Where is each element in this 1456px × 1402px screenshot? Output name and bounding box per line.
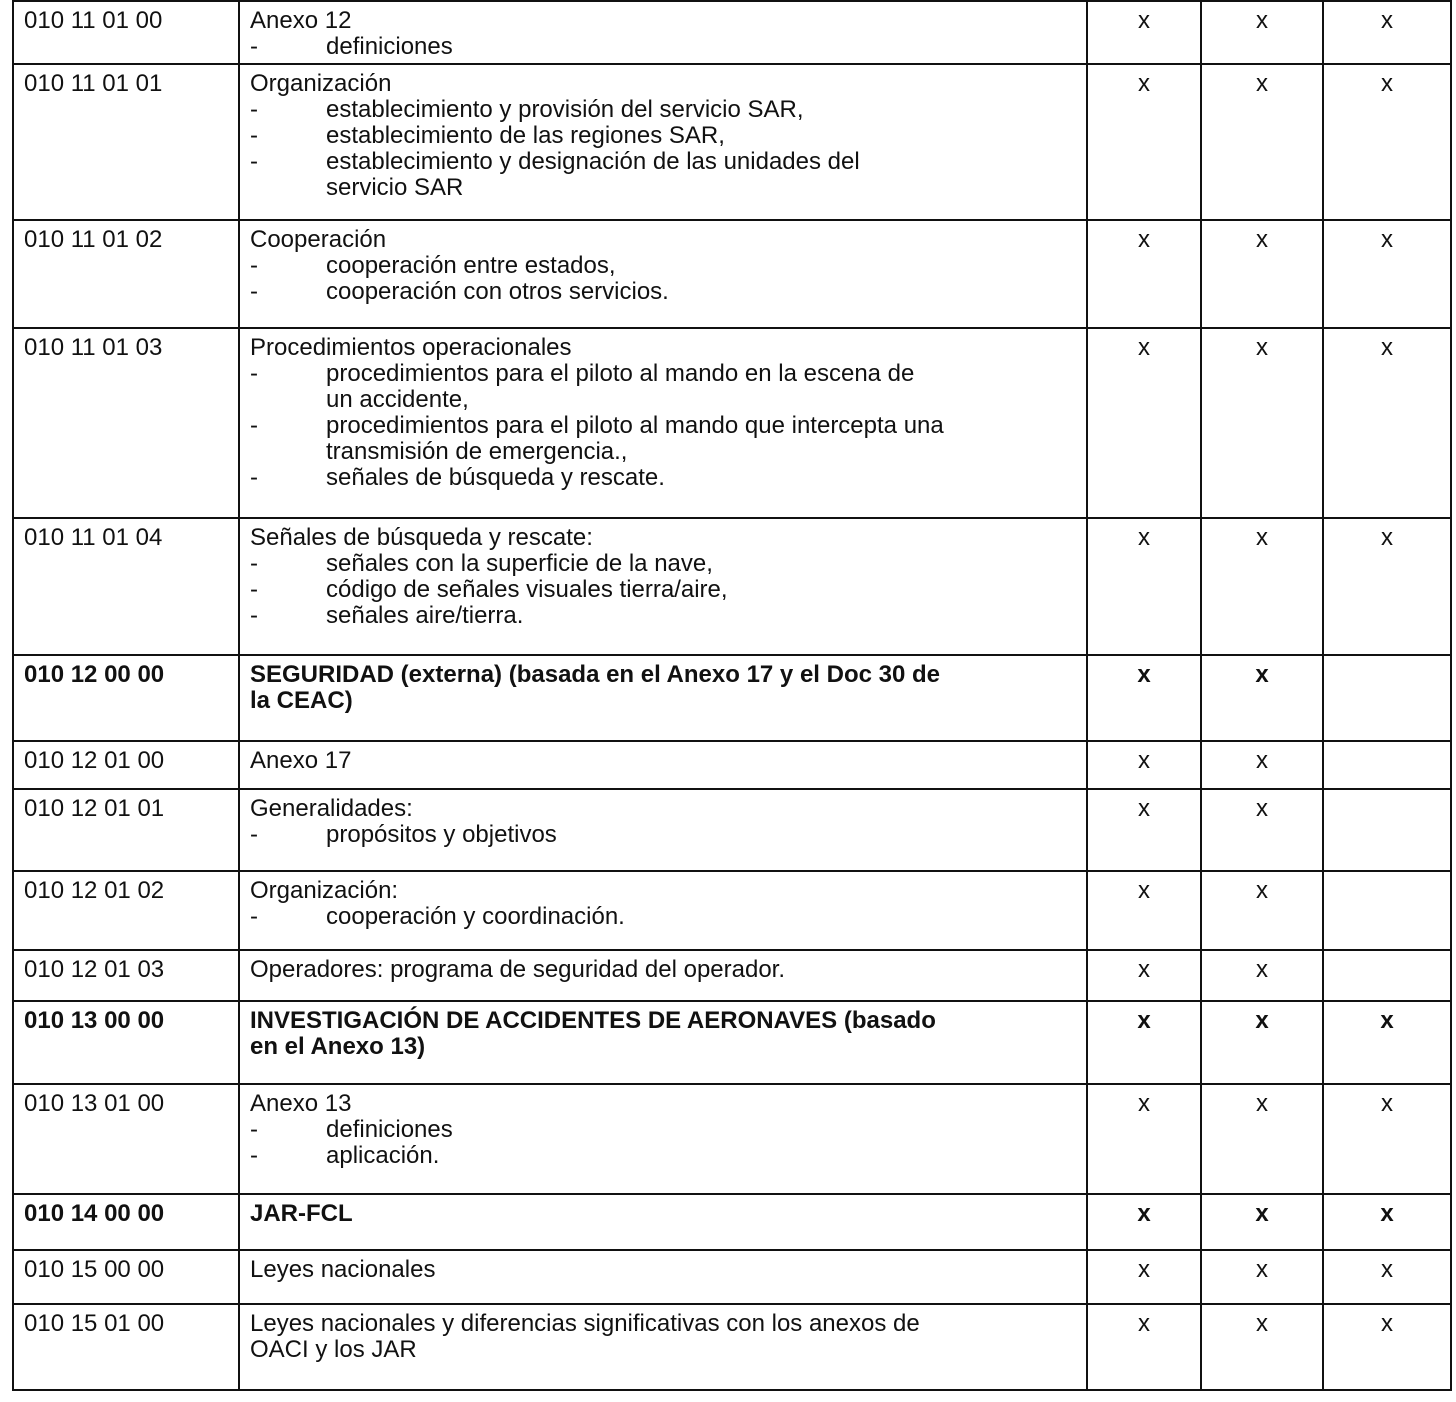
sub-item [250, 361, 1076, 387]
row-description [239, 64, 1087, 220]
sub-item-text: definiciones [326, 33, 453, 60]
description-line: SEGURIDAD (externa) (basada en el Anexo 17 y el Doc 30 de [250, 661, 941, 688]
row-code: 010 11 01 00 [13, 1, 239, 64]
table-row [13, 328, 1451, 518]
applicability-mark-2: x [1201, 220, 1323, 328]
dash-bullet: - [250, 33, 258, 60]
row-code: 010 13 00 00 [13, 1001, 239, 1084]
description-line: Señales de búsqueda y rescate: [250, 524, 593, 551]
dash-bullet: - [250, 412, 258, 439]
dash-bullet: - [250, 903, 258, 930]
applicability-mark-1: x [1087, 741, 1201, 789]
sub-item [250, 904, 1076, 930]
sub-item [250, 123, 1076, 149]
row-code: 010 12 01 00 [13, 741, 239, 789]
row-code: 010 14 00 00 [13, 1194, 239, 1250]
applicability-mark-2: x [1201, 518, 1323, 655]
description-line: Generalidades: [250, 795, 413, 822]
description-line: Leyes nacionales [250, 1256, 436, 1283]
description-line: Cooperación [250, 226, 387, 253]
applicability-mark-3: x [1323, 1194, 1451, 1250]
row-code: 010 11 01 02 [13, 220, 239, 328]
sub-item [250, 34, 1076, 60]
dash-bullet: - [250, 1142, 258, 1169]
sub-item-text: procedimientos para el piloto al mando en la escena de [326, 360, 915, 387]
dash-bullet: - [250, 576, 258, 603]
applicability-mark-3: x [1323, 518, 1451, 655]
syllabus-table [12, 0, 1452, 1391]
dash-bullet: - [250, 1116, 258, 1143]
dash-bullet: - [250, 252, 258, 279]
applicability-mark-1: x [1087, 1084, 1201, 1194]
row-description [239, 789, 1087, 871]
applicability-mark-3: x [1323, 220, 1451, 328]
row-description [239, 1194, 1087, 1250]
row-description [239, 655, 1087, 741]
applicability-mark-3: x [1323, 328, 1451, 518]
applicability-mark-3: x [1323, 1250, 1451, 1304]
applicability-mark-3: x [1323, 1, 1451, 64]
sub-item-text: cooperación y coordinación. [326, 903, 625, 930]
applicability-mark-2: x [1201, 1194, 1323, 1250]
sub-item-text: señales aire/tierra. [326, 602, 524, 629]
row-code: 010 15 00 00 [13, 1250, 239, 1304]
table-row [13, 1194, 1451, 1250]
applicability-mark-2: x [1201, 1084, 1323, 1194]
applicability-mark-3 [1323, 871, 1451, 950]
sub-item [250, 97, 1076, 123]
sub-item-text: procedimientos para el piloto al mando que intercepta una [326, 412, 944, 439]
table-row [13, 1001, 1451, 1084]
description-line: OACI y los JAR [250, 1336, 417, 1363]
table-row [13, 789, 1451, 871]
sub-item [250, 822, 1076, 848]
row-description [239, 1, 1087, 64]
row-description [239, 741, 1087, 789]
applicability-mark-2: x [1201, 328, 1323, 518]
dash-bullet: - [250, 550, 258, 577]
description-line: Organización [250, 70, 392, 97]
applicability-mark-3: x [1323, 1304, 1451, 1390]
applicability-mark-2: x [1201, 1304, 1323, 1390]
description-line: INVESTIGACIÓN DE ACCIDENTES DE AERONAVES (basado [250, 1007, 936, 1034]
table-row [13, 1250, 1451, 1304]
sub-item [250, 1117, 1076, 1143]
row-code: 010 12 01 01 [13, 789, 239, 871]
table-row [13, 871, 1451, 950]
table-row [13, 1, 1451, 64]
row-description [239, 518, 1087, 655]
sub-item [250, 413, 1076, 439]
table-row [13, 950, 1451, 1001]
sub-item-text: establecimiento y provisión del servicio SAR, [326, 96, 804, 123]
row-description [239, 950, 1087, 1001]
applicability-mark-3: x [1323, 1084, 1451, 1194]
description-line: Anexo 12 [250, 7, 352, 34]
sub-item [250, 577, 1076, 603]
sub-item [250, 551, 1076, 577]
dash-bullet: - [250, 360, 258, 387]
applicability-mark-1: x [1087, 220, 1201, 328]
applicability-mark-2: x [1201, 789, 1323, 871]
applicability-mark-3 [1323, 789, 1451, 871]
applicability-mark-2: x [1201, 1001, 1323, 1084]
applicability-mark-2: x [1201, 950, 1323, 1001]
applicability-mark-3: x [1323, 1001, 1451, 1084]
row-description [239, 220, 1087, 328]
table-row [13, 518, 1451, 655]
applicability-mark-1: x [1087, 328, 1201, 518]
applicability-mark-1: x [1087, 950, 1201, 1001]
sub-item-text: definiciones [326, 1116, 453, 1143]
row-code: 010 11 01 04 [13, 518, 239, 655]
table-row [13, 741, 1451, 789]
applicability-mark-1: x [1087, 789, 1201, 871]
row-description [239, 1250, 1087, 1304]
sub-item [250, 465, 1076, 491]
row-description [239, 871, 1087, 950]
applicability-mark-1: x [1087, 1250, 1201, 1304]
row-description [239, 1084, 1087, 1194]
sub-item-text: señales de búsqueda y rescate. [326, 464, 665, 491]
applicability-mark-2: x [1201, 655, 1323, 741]
table-row [13, 1084, 1451, 1194]
row-description [239, 328, 1087, 518]
table-row [13, 64, 1451, 220]
dash-bullet: - [250, 821, 258, 848]
dash-bullet: - [250, 148, 258, 175]
applicability-mark-3 [1323, 655, 1451, 741]
applicability-mark-1: x [1087, 518, 1201, 655]
applicability-mark-2: x [1201, 741, 1323, 789]
applicability-mark-1: x [1087, 1194, 1201, 1250]
applicability-mark-3: x [1323, 64, 1451, 220]
description-line: Organización: [250, 877, 399, 904]
dash-bullet: - [250, 122, 258, 149]
applicability-mark-1: x [1087, 1304, 1201, 1390]
dash-bullet: - [250, 464, 258, 491]
table-row [13, 1304, 1451, 1390]
syllabus-table-body [13, 1, 1451, 1390]
applicability-mark-2: x [1201, 64, 1323, 220]
applicability-mark-1: x [1087, 655, 1201, 741]
sub-item-text: establecimiento y designación de las unidades del [326, 148, 860, 175]
description-line: Operadores: programa de seguridad del operador. [250, 956, 786, 983]
sub-item-text: señales con la superficie de la nave, [326, 550, 713, 577]
applicability-mark-3 [1323, 950, 1451, 1001]
applicability-mark-1: x [1087, 1, 1201, 64]
row-code: 010 15 01 00 [13, 1304, 239, 1390]
description-line: JAR-FCL [250, 1200, 353, 1227]
row-description [239, 1001, 1087, 1084]
sub-item-continuation: transmisión de emergencia., [326, 438, 628, 465]
sub-item [250, 149, 1076, 175]
applicability-mark-3 [1323, 741, 1451, 789]
sub-item-continuation: servicio SAR [326, 174, 464, 201]
row-code: 010 12 01 03 [13, 950, 239, 1001]
dash-bullet: - [250, 602, 258, 629]
description-line: Procedimientos operacionales [250, 334, 572, 361]
description-line: Anexo 13 [250, 1090, 352, 1117]
sub-item [250, 1143, 1076, 1169]
applicability-mark-2: x [1201, 1250, 1323, 1304]
sub-item-continuation: un accidente, [326, 386, 469, 413]
sub-item-text: propósitos y objetivos [326, 821, 557, 848]
applicability-mark-1: x [1087, 871, 1201, 950]
dash-bullet: - [250, 278, 258, 305]
row-description [239, 1304, 1087, 1390]
applicability-mark-2: x [1201, 871, 1323, 950]
row-code: 010 12 01 02 [13, 871, 239, 950]
row-code: 010 11 01 01 [13, 64, 239, 220]
sub-item-text: aplicación. [326, 1142, 440, 1169]
applicability-mark-1: x [1087, 1001, 1201, 1084]
sub-item-text: cooperación con otros servicios. [326, 278, 669, 305]
sub-item [250, 253, 1076, 279]
row-code: 010 13 01 00 [13, 1084, 239, 1194]
description-line: la CEAC) [250, 687, 353, 714]
sub-item [250, 603, 1076, 629]
row-code: 010 11 01 03 [13, 328, 239, 518]
sub-item [250, 279, 1076, 305]
description-line: Leyes nacionales y diferencias significativas con los anexos de [250, 1310, 920, 1337]
sub-item-text: establecimiento de las regiones SAR, [326, 122, 725, 149]
table-row [13, 220, 1451, 328]
dash-bullet: - [250, 96, 258, 123]
applicability-mark-2: x [1201, 1, 1323, 64]
row-code: 010 12 00 00 [13, 655, 239, 741]
applicability-mark-1: x [1087, 64, 1201, 220]
description-line: en el Anexo 13) [250, 1033, 426, 1060]
sub-item-text: código de señales visuales tierra/aire, [326, 576, 728, 603]
description-line: Anexo 17 [250, 747, 352, 774]
sub-item-text: cooperación entre estados, [326, 252, 616, 279]
table-row [13, 655, 1451, 741]
